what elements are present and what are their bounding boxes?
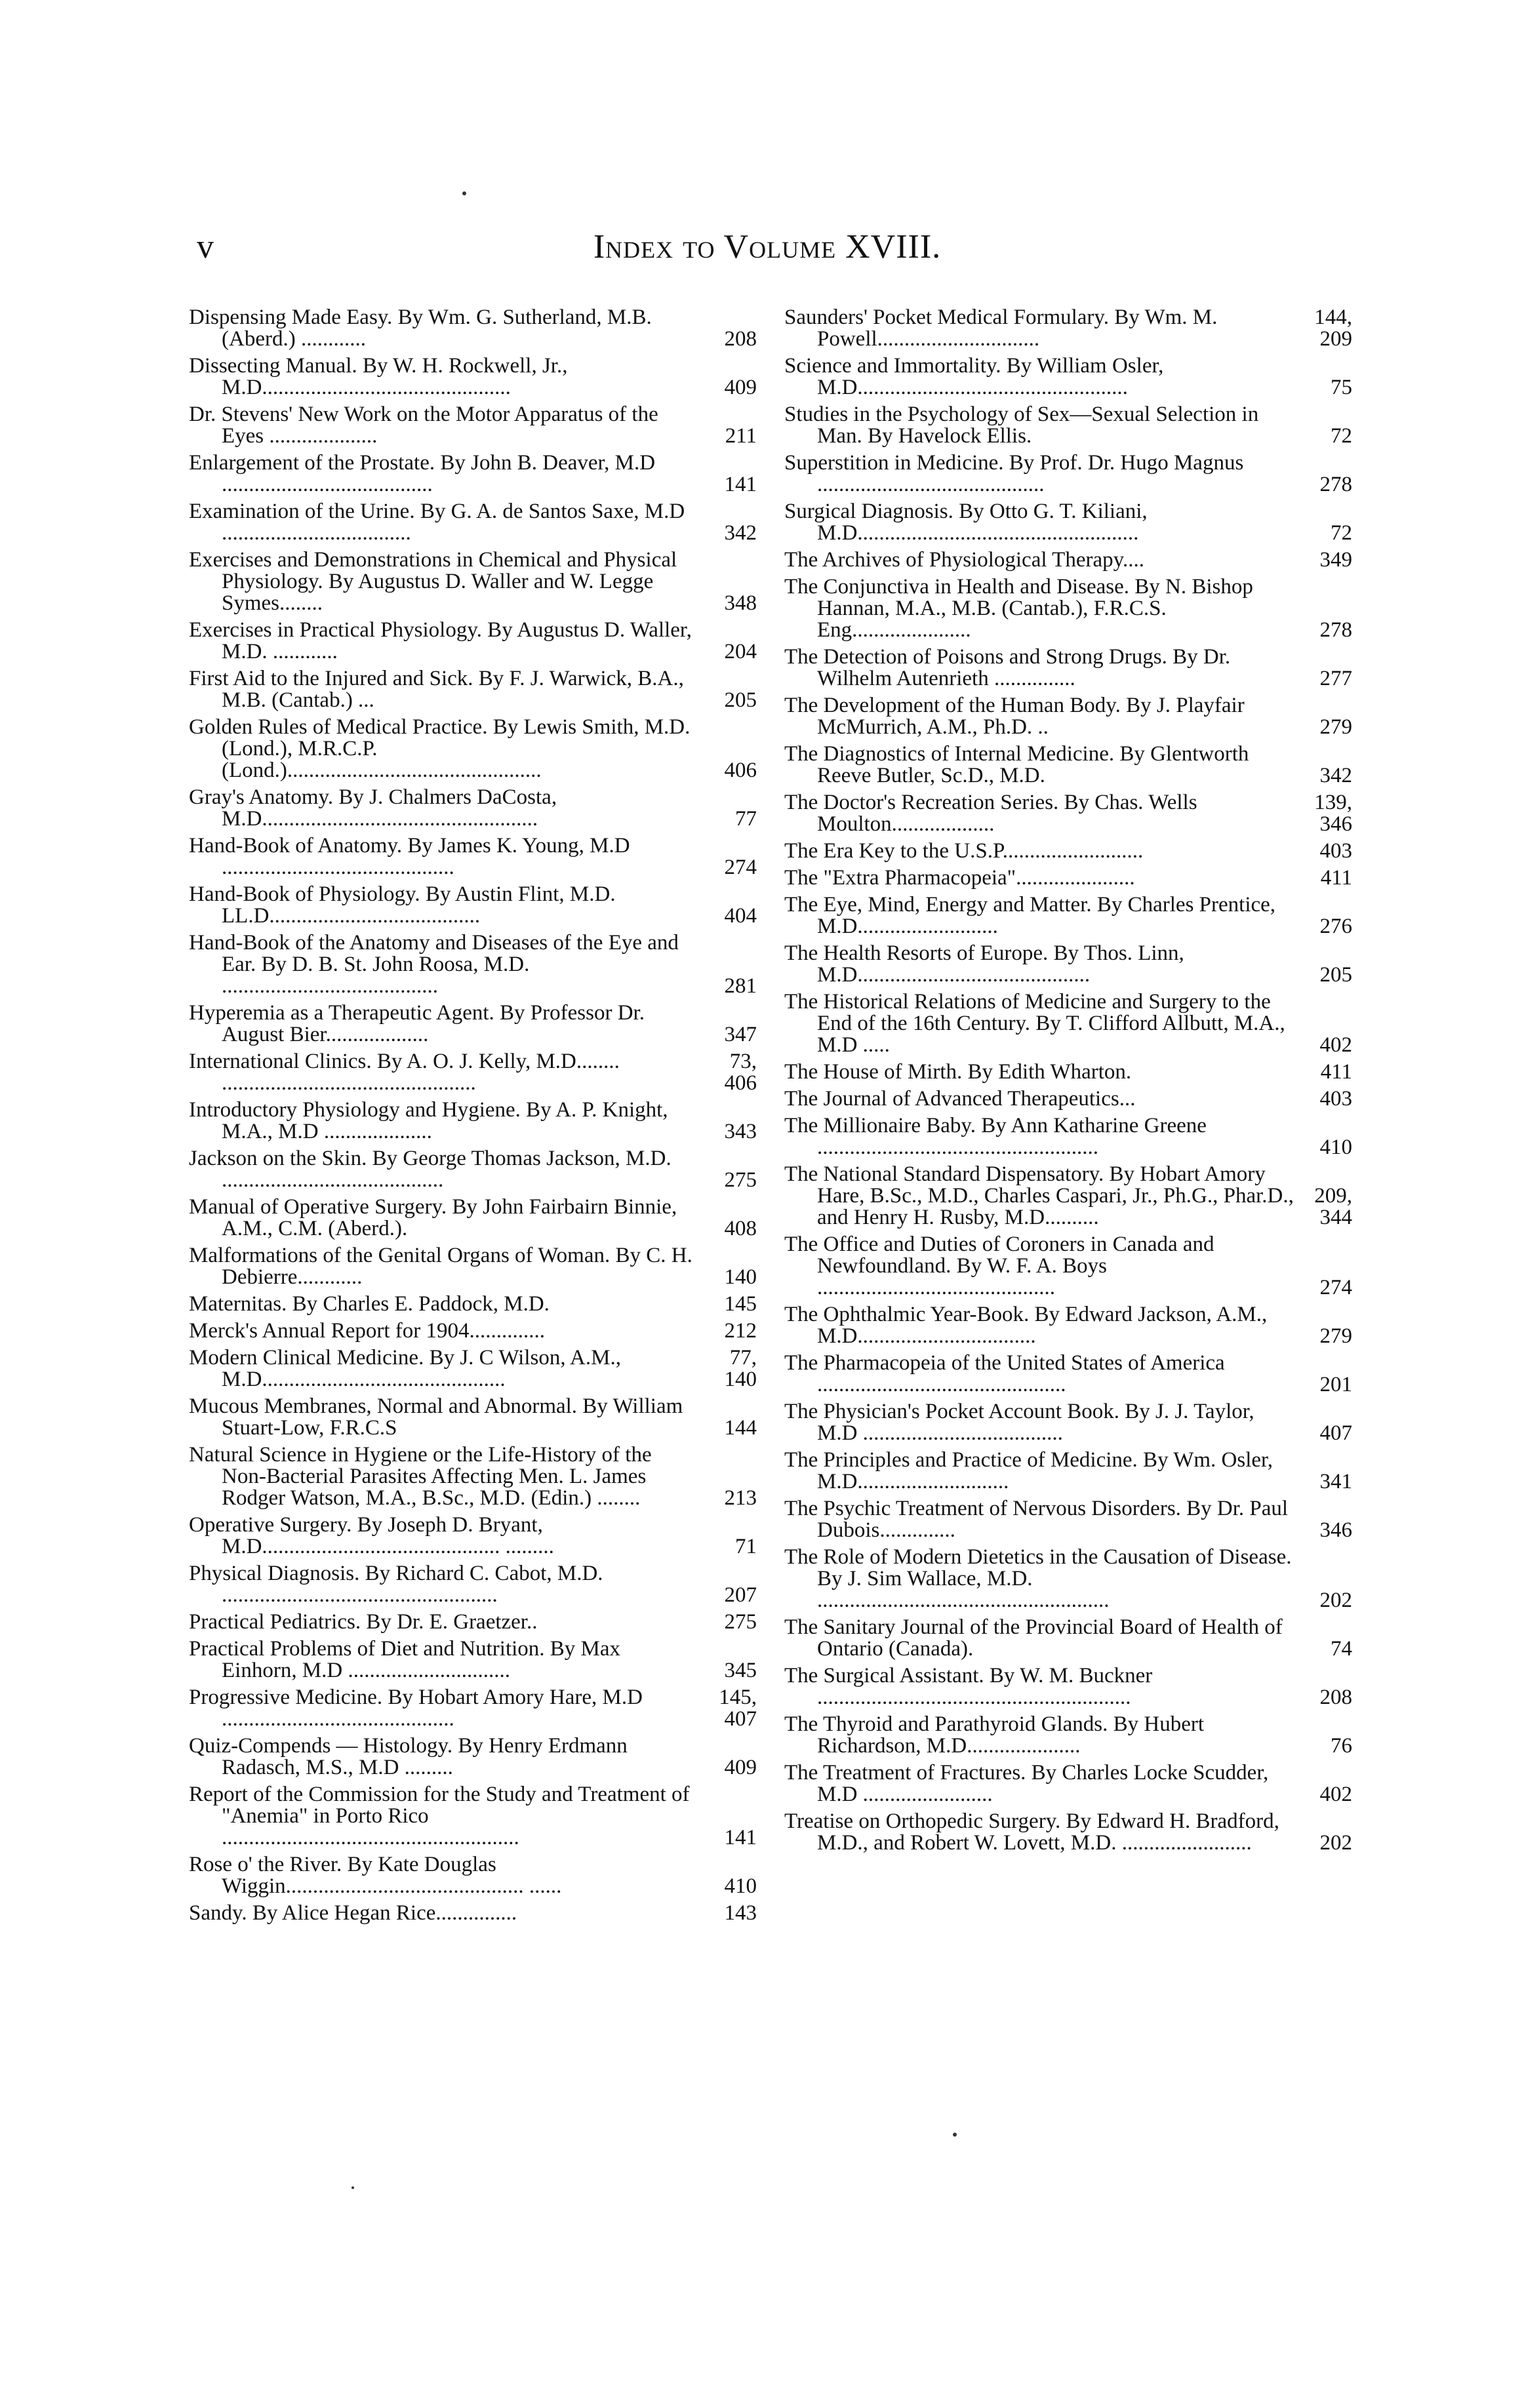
index-entry-page: 141 — [724, 473, 757, 496]
index-entry — [189, 1320, 757, 1342]
index-entry-title: The Eye, Mind, Energy and Matter. By Charles Prentice, M.D.......................... — [784, 893, 1276, 938]
index-entry-page: 402 — [1319, 1033, 1352, 1057]
index-entry-page: 277 — [1319, 667, 1352, 690]
index-entry-page: 402 — [1319, 1783, 1352, 1806]
index-entry-title: The Journal of Advanced Therapeutics... — [784, 1087, 1136, 1111]
index-entry-page: 411 — [1320, 866, 1352, 890]
index-entry-page: 407 — [1319, 1421, 1352, 1445]
index-entry-page: 281 — [724, 974, 757, 998]
index-entry-page: 409 — [724, 1756, 757, 1779]
index-entry-title: Studies in the Psychology of Sex—Sexual Selection in Man. By Havelock Ellis. — [784, 403, 1259, 448]
index-entry — [189, 452, 757, 496]
index-entry-page: 341 — [1319, 1470, 1352, 1493]
index-entry-page: 208 — [724, 327, 757, 351]
index-entry — [189, 1854, 757, 1897]
index-entry-title: The Sanitary Journal of the Provincial Board of Health of Ontario (Canada). — [784, 1615, 1283, 1661]
index-entry — [189, 1903, 757, 1924]
index-entry-title: The Development of the Human Body. By J. Playfair McMurrich, A.M., Ph.D. .. — [784, 694, 1245, 739]
index-entry — [189, 355, 757, 399]
index-entry — [784, 355, 1352, 399]
index-entry-page: 410 — [1319, 1135, 1352, 1159]
index-entry-title: Golden Rules of Medical Practice. By Lewis Smith, M.D. (Lond.), M.R.C.P. (Lond.)............................................... — [189, 715, 691, 782]
index-entry — [784, 1304, 1352, 1347]
index-entry — [784, 1115, 1352, 1158]
index-entry-title: The Pharmacopeia of the United States of America .............................................. — [784, 1351, 1225, 1396]
index-entry — [189, 307, 757, 350]
print-speck — [462, 191, 466, 195]
index-entry-page: 279 — [1319, 1324, 1352, 1348]
index-entry — [189, 1002, 757, 1046]
index-entry — [784, 943, 1352, 986]
index-entry-page: 77, 140 — [724, 1346, 757, 1391]
index-entry-title: Hand-Book of the Anatomy and Diseases of the Eye and Ear. By D. B. St. John Roosa, M.D. ........................................ — [189, 931, 679, 998]
index-entry — [784, 549, 1352, 571]
index-entry-title: Saunders' Pocket Medical Formulary. By Wm. M. Powell.............................. — [784, 306, 1218, 351]
index-entry — [189, 1396, 757, 1439]
index-entry — [189, 1347, 757, 1391]
index-entry-title: The National Standard Dispensatory. By Hobart Amory Hare, B.Sc., M.D., Charles Caspari, Jr., Ph.G., Phar.D., and Henry H. Rusby, M.D.......... — [784, 1162, 1294, 1229]
index-entry-title: Hand-Book of Physiology. By Austin Flint, M.D. LL.D....................................... — [189, 882, 616, 928]
index-entry-title: The Thyroid and Parathyroid Glands. By Hubert Richardson, M.D..................... — [784, 1712, 1205, 1758]
index-entry — [189, 1611, 757, 1633]
index-entry — [784, 1498, 1352, 1541]
index-entry-title: The Treatment of Fractures. By Charles Locke Scudder, M.D ........................ — [784, 1761, 1269, 1806]
index-entry — [784, 1088, 1352, 1110]
index-entry-title: Practical Pediatrics. By Dr. E. Graetzer.. — [189, 1610, 538, 1634]
index-entry-page: 73, 406 — [724, 1050, 757, 1095]
index-entry-page: 72 — [1331, 424, 1352, 448]
index-entry — [784, 1352, 1352, 1396]
index-entry-page: 409 — [724, 376, 757, 399]
index-entry-title: Report of the Commission for the Study and Treatment of "Anemia" in Porto Rico ....................................................... — [189, 1783, 690, 1849]
index-entry-page: 408 — [724, 1217, 757, 1240]
index-entry-page: 76 — [1331, 1734, 1352, 1758]
index-entry — [189, 1638, 757, 1682]
index-entry — [784, 1762, 1352, 1806]
index-entry-title: Exercises and Demonstrations in Chemical and Physical Physiology. By Augustus D. Waller and W. Legge Symes........ — [189, 548, 677, 615]
page-folio: v — [197, 228, 214, 266]
index-entry — [189, 1784, 757, 1849]
index-entry-title: Operative Surgery. By Joseph D. Bryant, M.D............................................ ......... — [189, 1513, 554, 1558]
index-entry-page: 75 — [1331, 376, 1352, 399]
index-entry — [189, 835, 757, 878]
index-entry-page: 213 — [724, 1486, 757, 1510]
index-entry-title: Sandy. By Alice Hegan Rice............... — [189, 1901, 517, 1925]
index-entry — [189, 717, 757, 781]
index-entry — [189, 668, 757, 711]
index-entry — [784, 1811, 1352, 1854]
index-entry-title: Jackson on the Skin. By George Thomas Jackson, M.D. ......................................... — [189, 1147, 672, 1192]
index-entry-page: 144, 209 — [1314, 306, 1352, 351]
index-entry-page: 207 — [724, 1583, 757, 1607]
index-entry-page: 211 — [725, 424, 757, 448]
index-entry-title: Superstition in Medicine. By Prof. Dr. Hugo Magnus .......................................... — [784, 451, 1244, 496]
index-entry-page: 201 — [1319, 1373, 1352, 1396]
index-entry-page: 205 — [1319, 963, 1352, 987]
index-entry — [189, 549, 757, 614]
index-entry-page: 406 — [724, 759, 757, 782]
index-entry-title: Hand-Book of Anatomy. By James K. Young, M.D ........................................... — [189, 834, 630, 879]
index-entry-title: Practical Problems of Diet and Nutrition. By Max Einhorn, M.D .............................. — [189, 1637, 621, 1682]
index-entry-page: 202 — [1319, 1589, 1352, 1612]
index-entry-page: 143 — [724, 1901, 757, 1925]
index-entry-title: Physical Diagnosis. By Richard C. Cabot, M.D. ................................................... — [189, 1562, 603, 1607]
index-entry-title: Science and Immortality. By William Osler, M.D.................................................. — [784, 354, 1164, 399]
index-entry-title: The Archives of Physiological Therapy.... — [784, 548, 1144, 572]
index-entry-page: 202 — [1319, 1831, 1352, 1855]
index-entry-page: 144 — [724, 1416, 757, 1440]
index-entry-title: The Physician's Pocket Account Book. By J. J. Taylor, M.D ..................................... — [784, 1400, 1254, 1445]
index-entry — [189, 932, 757, 997]
index-entry — [784, 307, 1352, 350]
index-entry-page: 275 — [724, 1168, 757, 1192]
index-entry-title: The Historical Relations of Medicine and Surgery to the End of the 16th Century. By T. Clifford Allbutt, M.A., M.D ..... — [784, 990, 1285, 1057]
index-entry-title: The Detection of Poisons and Strong Drugs. By Dr. Wilhelm Autenrieth ............... — [784, 645, 1231, 690]
index-entry-page: 348 — [724, 591, 757, 615]
index-entry — [784, 1450, 1352, 1493]
index-entry-page: 345 — [724, 1659, 757, 1682]
index-entry — [784, 743, 1352, 787]
index-entry-page: 77 — [735, 807, 757, 831]
index-entry — [189, 1687, 757, 1730]
index-entry — [784, 576, 1352, 641]
index-entry-page: 403 — [1319, 1087, 1352, 1111]
index-entry-title: Rose o' the River. By Kate Douglas Wiggin............................................ ...... — [189, 1853, 562, 1898]
index-entry-page: 346 — [1319, 1518, 1352, 1542]
index-entry-title: The Office and Duties of Coroners in Canada and Newfoundland. By W. F. A. Boys ............................................ — [784, 1233, 1214, 1299]
index-entry-page: 403 — [1319, 839, 1352, 863]
index-entry-page: 274 — [724, 856, 757, 879]
index-entry-title: The Era Key to the U.S.P.......................... — [784, 839, 1144, 863]
index-entry-page: 145, 407 — [719, 1686, 757, 1731]
index-entry-title: The Psychic Treatment of Nervous Disorders. By Dr. Paul Dubois.............. — [784, 1497, 1289, 1542]
index-entry — [784, 501, 1352, 544]
index-column-left — [189, 307, 757, 1929]
index-entry-page: 276 — [1319, 915, 1352, 938]
index-column-right — [784, 307, 1352, 1859]
index-entry-title: Surgical Diagnosis. By Otto G. T. Kiliani, M.D.................................................... — [784, 500, 1148, 545]
index-entry-page: 343 — [724, 1120, 757, 1143]
index-entry-page: 278 — [1319, 618, 1352, 642]
index-entry — [784, 404, 1352, 447]
index-entry-title: The Doctor's Recreation Series. By Chas. Wells Moulton................... — [784, 791, 1197, 836]
print-speck — [953, 2133, 957, 2137]
index-entry-title: The Surgical Assistant. By W. M. Buckner .......................................................... — [784, 1664, 1153, 1709]
index-entry-page: 410 — [724, 1874, 757, 1898]
index-entry — [189, 1099, 757, 1143]
index-entry-page: 278 — [1319, 473, 1352, 496]
index-entry-title: Hyperemia as a Therapeutic Agent. By Professor Dr. August Bier................... — [189, 1001, 645, 1046]
index-entry-page: 349 — [1319, 548, 1352, 572]
index-entry-page: 145 — [724, 1292, 757, 1316]
index-entry-title: The Conjunctiva in Health and Disease. By N. Bishop Hannan, M.A., M.B. (Cantab.), F.R.C.S. Eng...................... — [784, 575, 1253, 642]
index-entry — [784, 991, 1352, 1056]
index-entry-title: Introductory Physiology and Hygiene. By A. P. Knight, M.A., M.D .................... — [189, 1098, 668, 1143]
index-entry-page: 347 — [724, 1023, 757, 1046]
index-entry-page: 342 — [724, 521, 757, 545]
index-entry-page: 209, 344 — [1314, 1184, 1352, 1229]
index-entry-title: Malformations of the Genital Organs of Woman. By C. H. Debierre............ — [189, 1244, 692, 1289]
index-entry-title: Dispensing Made Easy. By Wm. G. Sutherland, M.B. (Aberd.) ............ — [189, 306, 652, 351]
index-entry-page: 342 — [1319, 764, 1352, 787]
index-entry-title: Modern Clinical Medicine. By J. C Wilson, A.M., M.D............................................. — [189, 1346, 621, 1391]
index-entry-page: 411 — [1320, 1060, 1352, 1084]
index-entry-title: Dr. Stevens' New Work on the Motor Apparatus of the Eyes .................... — [189, 403, 658, 448]
index-entry — [189, 1245, 757, 1288]
index-entry — [784, 1401, 1352, 1444]
index-entry — [784, 646, 1352, 690]
index-entry-title: The Role of Modern Dietetics in the Causation of Disease. By J. Sim Wallace, M.D. ...................................................... — [784, 1545, 1292, 1612]
index-entry — [189, 1735, 757, 1779]
index-entry — [189, 1514, 757, 1558]
index-entry-title: The "Extra Pharmacopeia"...................... — [784, 866, 1135, 890]
index-entry — [189, 884, 757, 927]
index-entry-page: 140 — [724, 1265, 757, 1289]
index-entry-page: 205 — [724, 688, 757, 712]
index-entry — [784, 840, 1352, 862]
index-entry — [189, 620, 757, 663]
index-entry — [784, 1547, 1352, 1611]
index-entry-page: 275 — [724, 1610, 757, 1634]
index-entry — [189, 404, 757, 447]
index-entry-title: Natural Science in Hygiene or the Life-History of the Non-Bacterial Parasites Affecting Men. L. James Rodger Watson, M.A., B.Sc., M.D. (Edin.) ........ — [189, 1443, 652, 1510]
index-entry — [189, 1196, 757, 1240]
index-entry-title: Dissecting Manual. By W. H. Rockwell, Jr., M.D.............................................. — [189, 354, 568, 399]
index-entry-title: Mucous Membranes, Normal and Abnormal. By William Stuart-Low, F.R.C.S — [189, 1394, 683, 1440]
index-entry-page: 404 — [724, 904, 757, 928]
index-entry-title: The Ophthalmic Year-Book. By Edward Jackson, A.M., M.D................................. — [784, 1303, 1268, 1348]
index-entry-title: Treatise on Orthopedic Surgery. By Edward H. Bradford, M.D., and Robert W. Lovett, M.D. ........................ — [784, 1809, 1279, 1855]
index-entry-page: 204 — [724, 640, 757, 663]
index-entry-title: First Aid to the Injured and Sick. By F. J. Warwick, B.A., M.B. (Cantab.) ... — [189, 667, 684, 712]
index-entry-title: Exercises in Practical Physiology. By Augustus D. Waller, M.D. ............ — [189, 618, 692, 663]
index-entry — [189, 1293, 757, 1315]
index-entry — [784, 1164, 1352, 1229]
index-entry — [189, 501, 757, 544]
index-entry-page: 74 — [1331, 1637, 1352, 1661]
index-entry — [784, 452, 1352, 496]
index-entry-title: Quiz-Compends — Histology. By Henry Erdmann Radasch, M.S., M.D ......... — [189, 1734, 628, 1779]
index-entry — [784, 1714, 1352, 1757]
index-entry-title: The Millionaire Baby. By Ann Katharine Greene .................................................... — [784, 1114, 1207, 1159]
index-entry — [189, 1444, 757, 1509]
index-entry — [784, 695, 1352, 738]
index-entry-title: Gray's Anatomy. By J. Chalmers DaCosta, M.D................................................... — [189, 785, 557, 831]
index-entry-title: The House of Mirth. By Edith Wharton. — [784, 1060, 1132, 1084]
index-entry-page: 274 — [1319, 1276, 1352, 1299]
index-entry — [784, 792, 1352, 835]
index-entry — [784, 1234, 1352, 1299]
index-entry-page: 212 — [724, 1319, 757, 1343]
index-entry — [189, 1051, 757, 1094]
index-entry-title: Enlargement of the Prostate. By John B. Deaver, M.D ....................................... — [189, 451, 656, 496]
index-entry-title: Examination of the Urine. By G. A. de Santos Saxe, M.D ................................... — [189, 500, 685, 545]
index-entry — [784, 1061, 1352, 1083]
index-entry-title: Progressive Medicine. By Hobart Amory Hare, M.D ........................................... — [189, 1686, 643, 1731]
index-entry-page: 208 — [1319, 1686, 1352, 1709]
index-entry-page: 72 — [1331, 521, 1352, 545]
index-entry-title: International Clinics. By A. O. J. Kelly, M.D........ ............................................... — [189, 1050, 620, 1095]
print-speck — [351, 2186, 354, 2189]
index-entry-page: 141 — [724, 1826, 757, 1849]
index-entry — [784, 1617, 1352, 1660]
index-entry-page: 71 — [735, 1535, 757, 1558]
index-entry-title: Manual of Operative Surgery. By John Fairbairn Binnie, A.M., C.M. (Aberd.). — [189, 1195, 677, 1240]
index-entry-page: 279 — [1319, 715, 1352, 739]
index-entry-page: 139, 346 — [1314, 791, 1352, 836]
index-entry-title: Merck's Annual Report for 1904.............. — [189, 1319, 546, 1343]
index-entry-title: The Diagnostics of Internal Medicine. By Glentworth Reeve Butler, Sc.D., M.D. — [784, 742, 1249, 787]
page-header — [197, 226, 1338, 272]
index-entry — [189, 1148, 757, 1191]
index-entry-title: The Principles and Practice of Medicine. By Wm. Osler, M.D............................ — [784, 1448, 1273, 1493]
index-entry — [784, 867, 1352, 889]
index-entry — [784, 1665, 1352, 1708]
index-entry-title: Maternitas. By Charles E. Paddock, M.D. — [189, 1292, 550, 1316]
index-entry — [189, 787, 757, 830]
page-title: Index to Volume XVIII. — [593, 228, 942, 266]
index-entry — [784, 894, 1352, 938]
index-entry-title: The Health Resorts of Europe. By Thos. Linn, M.D........................................... — [784, 941, 1184, 987]
index-entry — [189, 1563, 757, 1606]
